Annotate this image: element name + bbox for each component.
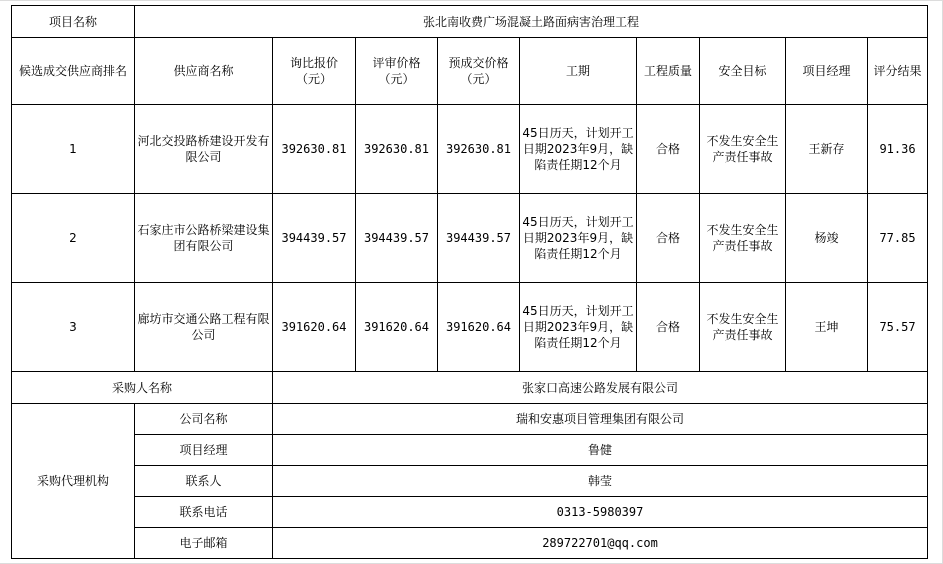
header-period: 工期 <box>520 38 637 105</box>
score-cell: 91.36 <box>868 105 928 194</box>
quality-cell: 合格 <box>637 194 700 283</box>
header-planned-price: 预成交价格（元） <box>438 38 520 105</box>
inquiry-price-cell: 394439.57 <box>273 194 356 283</box>
inquiry-price-cell: 391620.64 <box>273 283 356 372</box>
supplier-cell: 河北交投路桥建设开发有限公司 <box>135 105 273 194</box>
project-name-label: 项目名称 <box>12 6 135 38</box>
header-safety: 安全目标 <box>700 38 786 105</box>
project-name-value: 张北南收费广场混凝土路面病害治理工程 <box>135 6 928 38</box>
agency-email-value: 289722701@qq.com <box>273 528 928 559</box>
header-inquiry-price: 询比报价（元） <box>273 38 356 105</box>
agency-contact-value: 韩莹 <box>273 466 928 497</box>
header-supplier: 供应商名称 <box>135 38 273 105</box>
header-review-price: 评审价格（元） <box>356 38 438 105</box>
purchaser-row <box>12 372 928 404</box>
quality-cell: 合格 <box>637 283 700 372</box>
review-price-cell: 394439.57 <box>356 194 438 283</box>
project-row <box>12 6 928 38</box>
planned-price-cell: 394439.57 <box>438 194 520 283</box>
agency-manager-value: 鲁健 <box>273 435 928 466</box>
bid-result-table <box>11 5 928 559</box>
table-row <box>12 105 928 194</box>
agency-row <box>12 404 928 435</box>
header-manager: 项目经理 <box>786 38 868 105</box>
agency-phone-value: 0313-5980397 <box>273 497 928 528</box>
rank-cell: 3 <box>12 283 135 372</box>
header-row <box>12 38 928 105</box>
agency-company-value: 瑞和安惠项目管理集团有限公司 <box>273 404 928 435</box>
supplier-cell: 石家庄市公路桥梁建设集团有限公司 <box>135 194 273 283</box>
agency-row <box>12 435 928 466</box>
header-quality: 工程质量 <box>637 38 700 105</box>
manager-cell: 王新存 <box>786 105 868 194</box>
inquiry-price-cell: 392630.81 <box>273 105 356 194</box>
rank-cell: 1 <box>12 105 135 194</box>
table-row <box>12 283 928 372</box>
score-cell: 77.85 <box>868 194 928 283</box>
agency-phone-label: 联系电话 <box>135 497 273 528</box>
agency-company-label: 公司名称 <box>135 404 273 435</box>
review-price-cell: 391620.64 <box>356 283 438 372</box>
agency-row <box>12 497 928 528</box>
safety-cell: 不发生安全生产责任事故 <box>700 105 786 194</box>
quality-cell: 合格 <box>637 105 700 194</box>
planned-price-cell: 392630.81 <box>438 105 520 194</box>
period-cell: 45日历天，计划开工日期2023年9月，缺陷责任期12个月 <box>520 283 637 372</box>
purchaser-label: 采购人名称 <box>12 372 273 404</box>
header-score: 评分结果 <box>868 38 928 105</box>
manager-cell: 王坤 <box>786 283 868 372</box>
agency-contact-label: 联系人 <box>135 466 273 497</box>
period-cell: 45日历天，计划开工日期2023年9月，缺陷责任期12个月 <box>520 194 637 283</box>
purchaser-value: 张家口高速公路发展有限公司 <box>273 372 928 404</box>
rank-cell: 2 <box>12 194 135 283</box>
manager-cell: 杨竣 <box>786 194 868 283</box>
agency-manager-label: 项目经理 <box>135 435 273 466</box>
agency-label: 采购代理机构 <box>12 404 135 559</box>
review-price-cell: 392630.81 <box>356 105 438 194</box>
header-rank: 候选成交供应商排名 <box>12 38 135 105</box>
planned-price-cell: 391620.64 <box>438 283 520 372</box>
table-row <box>12 194 928 283</box>
agency-email-label: 电子邮箱 <box>135 528 273 559</box>
agency-row <box>12 466 928 497</box>
period-cell: 45日历天，计划开工日期2023年9月，缺陷责任期12个月 <box>520 105 637 194</box>
agency-row <box>12 528 928 559</box>
safety-cell: 不发生安全生产责任事故 <box>700 283 786 372</box>
safety-cell: 不发生安全生产责任事故 <box>700 194 786 283</box>
score-cell: 75.57 <box>868 283 928 372</box>
supplier-cell: 廊坊市交通公路工程有限公司 <box>135 283 273 372</box>
